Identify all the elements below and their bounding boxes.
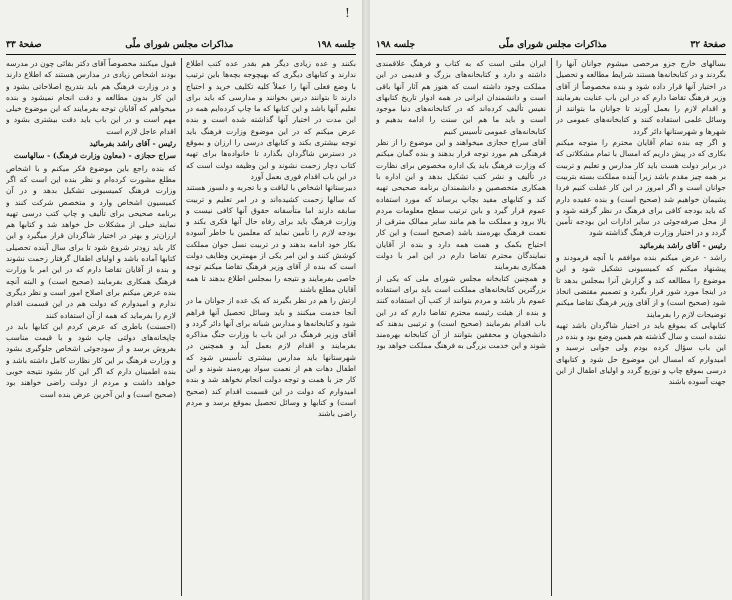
book-gutter bbox=[362, 0, 370, 600]
paragraph: قبول میکنند مخصوصاً آقای دکتر بقائی چون در مدرسه بودند اشخاص زیادی در مدارس هستند که اطلاع دارند و در وزارت فرهنگ هم باید بتدریج اصلاحاتی بشود و این کار بدون مطالعه و دقت انجام نمیشود و بنده میخواهم که آقایان توجه بفرمایند که این موضوع خیلی مهم است و در این باب باید دقت بیشتری بشود و اقدام عاجل لازم است bbox=[6, 59, 176, 136]
speaker-line: سراج حجازی - (معاون وزارت فرهنگ) - سالهاست bbox=[13, 151, 176, 161]
paragraph: (احسنت) باطری که عرض کردم این کتابها باید در چاپخانه‌های دولتی چاپ شود و با قیمت مناسب بفروش برسد و از سودجوئی اشخاص جلوگیری بشود و وزارت فرهنگ بر این کار نظارت کامل داشته باشد و بنده اطمینان دارم که اگر این کار بشود نتیجه خوبی خواهد داشت و مردم از دولت راضی خواهند بود (صحیح است) و این آخرین عرض بنده است bbox=[6, 321, 176, 399]
session-number: جلسه ۱۹۸ bbox=[376, 40, 416, 50]
speaker-line: رئیس - آقای راشد بفرمائید bbox=[89, 139, 176, 149]
paragraph: و همچنین کتابخانه مجلس شورای ملی که یکی از بزرگترین کتابخانه‌های مملکت است باید برای استفاده عموم باز باشد و مردم بتوانند از کتب آن استفاده کنند و بنده از هیئت رئیسه محترم تقاضا دارم که در این باب اقدام بفرمایند (صحیح است) و ترتیبی بدهند که دانشجویان و محققین بتوانند از آن کتابخانه بهره‌مند شوند و این خدمت بزرگی به فرهنگ مملکت خواهد بود bbox=[376, 273, 546, 351]
journal-title: مذاکرات مجلس شورای ملّی bbox=[498, 40, 607, 50]
page-number: صفحهٔ ۳۲ bbox=[690, 40, 726, 50]
column-divider bbox=[551, 58, 552, 596]
column-divider bbox=[181, 58, 182, 596]
paragraph: بسالهای خارج جزو مرخصی میشوم جوانان آنها را بگردند و در کتابخانه‌ها هستند شرایط مطالعه و تحصیل در اختیار آنها قرار داده شود و بنده مخصوصاً از آقای وزیر فرهنگ تقاضا دارم که در این باب عنایت بفرمایند و اقدام لازم را بعمل آورند تا جوانان ما بتوانند از وسائل علمی استفاده کنند و کتابخانه‌های عمومی در شهرها و شهرستانها دائر گردد bbox=[556, 59, 726, 136]
header-rule bbox=[6, 54, 356, 55]
paragraph: آقای سراج حجازی میخواهند و این موضوع را از نظر فرهنگی هم مورد توجه قرار بدهند و بنده گمان میکنم که وزارت فرهنگ باید یک اداره مخصوص برای نظارت در تألیف و نشر کتب تشکیل بدهد و این اداره با همکاری متخصصین و دانشمندان برنامه صحیحی تهیه کند و کتابهای مفید بچاپ برساند که مورد استفاده عموم قرار گیرد و باین ترتیب سطح معلومات مردم بالا برود و مملکت ما هم مانند سایر ممالک مترقی از نعمت فرهنگ بهره‌مند باشد (صحیح است) و این کار احتیاج بکمک و همت همه دارد و بنده از آقایان نمایندگان محترم تقاضا دارم در این امر با دولت همکاری بفرمایند bbox=[376, 138, 546, 272]
paragraph: بکنند و عده زیادی دیگر هم بقدر عده کتب اطلاع ندارند و کتابهای دیگری که بهیچوجه بچه‌ها باین ترتیب با وضع فعلی آنها را عملاً کلیه تکلیف خرید و احتیاج دارند تا بتوانند درس بخوانند و مدارسی که باید برای تعلیم آنها باشد و این کتابها که ما چاپ کرده‌ایم همه در این مدت در اختیار آنها گذاشته شده است و بنده عرض میکنم که در این موضوع وزارت فرهنگ باید توجه بیشتری بکند و کتابهای درسی را ارزان و بموقع در دسترس شاگردان بگذارد تا خانواده‌ها برای تهیه کتاب دچار زحمت نشوند و این وظیفه دولت است که در این باب اقدام فوری بعمل آورد bbox=[186, 59, 356, 181]
text-column-left bbox=[376, 58, 546, 596]
paragraph: ارتش را هم در نظر بگیرند که یک عده از جوانان ما در آنجا خدمت میکنند و باید وسائل تحصیل آنها فراهم شود و کتابخانه‌ها و مدارس شبانه برای آنها دائر گردد و آقای وزیر فرهنگ در این باب با وزارت جنگ مذاکره بفرمایند و اقدام لازم بعمل آید و همچنین در شهرستانها باید مدارس بیشتری تأسیس شود که اطفال دهات هم از نعمت سواد بهره‌مند شوند و این کار جز با همت و توجه دولت انجام نخواهد شد و بنده امیدوارم که دولت در این قسمت اقدام کند (صحیح است) و کتابها و وسائل تحصیل بموقع برسد و مردم راضی باشند bbox=[186, 296, 356, 419]
paragraph: راشد - عرض میکنم بنده موافقم با آنچه فرمودند و پیشنهاد میکنم که کمیسیونی تشکیل شود و این موضوع را مطالعه کند و گزارش آنرا بمجلس بدهد تا در اینجا مورد شور قرار بگیرد و تصمیم مقتضی اتخاذ شود (صحیح است) و از آقای وزیر فرهنگ تقاضا میکنم توضیحات لازم را بفرمایند bbox=[556, 253, 726, 319]
page-number: صفحهٔ ۳۳ bbox=[6, 40, 42, 50]
right-page bbox=[370, 0, 732, 600]
speaker-line: رئیس - آقای راشد بفرمائید bbox=[639, 240, 726, 250]
session-number: جلسه ۱۹۸ bbox=[316, 40, 356, 50]
paragraph: کتابهایی که بموقع باید در اختیار شاگردان باشد تهیه نشده است و سال گذشته هم همین وضع بود و بنده در این باب سؤال کرده بودم ولی جوابی نرسید و امیدوارم که امسال این موضوع حل شود و کتابهای درسی بموقع چاپ و توزیع گردد و اولیای اطفال از این جهت آسوده باشند bbox=[556, 320, 726, 387]
journal-title: مذاکرات مجلس شورای ملّی bbox=[125, 40, 234, 50]
header-rule bbox=[376, 54, 726, 55]
page-header bbox=[376, 38, 726, 52]
paragraph: که بنده راجع باین موضوع فکر میکنم و با اشخاص مطلع مشورت کرده‌ام و نظر بنده این است که اگر وزارت فرهنگ کمیسیونی تشکیل بدهد و در آن کمیسیون اشخاص وارد و متخصص شرکت کنند و برنامه صحیحی برای تألیف و چاپ کتب درسی تهیه نمایند خیلی از مشکلات حل خواهد شد و کتابها هم ارزان‌تر و بهتر در اختیار شاگردان قرار میگیرد و این کار باید زودتر شروع شود تا برای سال آینده تحصیلی کتابها آماده باشد و اولیای اطفال گرفتار زحمت نشوند و بنده از آقایان تقاضا دارم که در این امر با وزارت فرهنگ همکاری بفرمایند (صحیح است) و البته آنچه بنده عرض میکنم برای اصلاح امور است و نظر دیگری ندارم و امیدوارم که دولت هم در این قسمت اقدام لازم را بفرماید که همه از آن استفاده کنند bbox=[6, 163, 176, 320]
text-column-right bbox=[556, 58, 726, 596]
text-column-right bbox=[186, 58, 356, 596]
page-header bbox=[6, 38, 356, 52]
margin-mark: ! bbox=[345, 6, 350, 20]
paragraph: ایران ملتی است که به کتاب و فرهنگ علاقمندی داشته و دارد و کتابخانه‌های بزرگ و قدیمی در این مملکت وجود داشته است که هنوز هم آثار آنها باقی است و دانشمندان ایرانی در همه ادوار تاریخ کتابهای نفیس تألیف کرده‌اند که در کتابخانه‌های دنیا موجود است و باید ما هم این سنت را ادامه بدهیم و کتابخانه‌های عمومی تأسیس کنیم bbox=[376, 59, 546, 136]
left-page bbox=[0, 0, 362, 600]
paragraph: دبیرستانها اشخاص با لیاقت و با تجربه و دلسوز هستند که سالها زحمت کشیده‌اند و در امر تعلیم و تربیت سابقه دارند اما متأسفانه حقوق آنها کافی نیست و وزارت فرهنگ باید برای رفاه حال آنها فکری بکند و بودجه لازم را تأمین نماید که معلمین با خاطر آسوده بکار خود ادامه بدهند و در تربیت نسل جوان مملکت کوشش کنند و این امر یکی از مهمترین وظایف دولت است که بنده از آقای وزیر فرهنگ تقاضا میکنم توجه خاصی بفرمایند و نتیجه را بمجلس اطلاع بدهند تا همه آقایان مطلع باشند bbox=[186, 183, 356, 294]
paragraph: و اگر چه بنده تمام آقایان محترم را متوجه میکنم بکاری که در پیش داریم که امسال با تمام مشکلاتی که در برابر دولت هست باید کار مدارس و تعلیم و تربیت بر همه چیز مقدم باشد زیرا آینده مملکت بسته بتربیت جوانان است و اگر امروز در این کار غفلت کنیم فردا پشیمان خواهیم شد (صحیح است) و بنده عقیده دارم که باید بودجه کافی برای فرهنگ در نظر گرفته شود و از محل صرفه‌جوئی در سایر ادارات این بودجه تأمین گردد و در اختیار وزارت فرهنگ گذاشته شود bbox=[556, 138, 726, 238]
text-column-left bbox=[6, 58, 176, 596]
